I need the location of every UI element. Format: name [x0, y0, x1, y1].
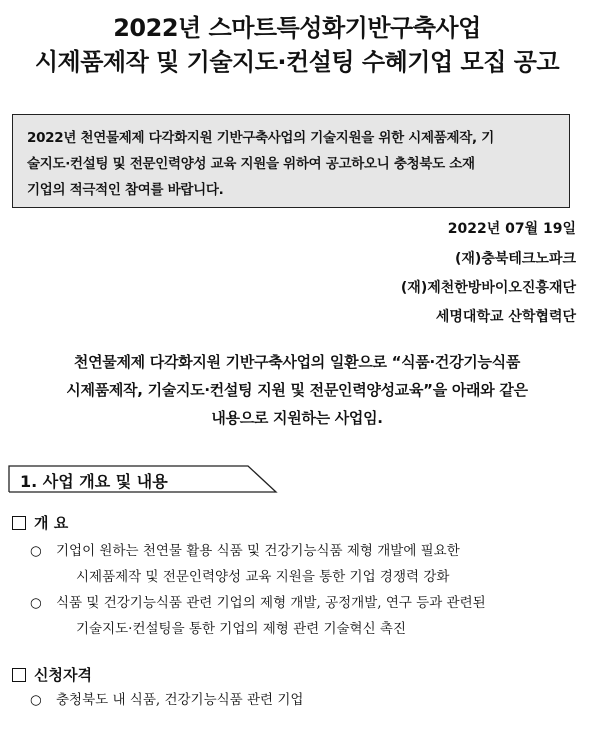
summary-line: 2022년 천연물제제 다각화지원 기반구축사업의 기술지원을 위한 시제품제작, 기: [27, 130, 494, 146]
list-item: ○ 식품 및 건강기능식품 관련 기업의 제형 개발, 공정개발, 연구 등과 관련된 기술지도·컨설팅을 통한 기업의 제형 관련 기술혁신 촉진: [30, 590, 580, 642]
checkbox-icon: [12, 516, 26, 530]
eligibility-list: [30, 687, 580, 713]
page-subtitle: 시제품제작 및 기술지도·컨설팅 수혜기업 모집 공고: [34, 48, 560, 76]
overview-heading: [12, 512, 68, 533]
overview-list: [30, 538, 580, 642]
organization-3: 세명대학교 산학협력단: [435, 309, 576, 325]
announcement-date: 2022년 07월 19일: [447, 221, 576, 237]
list-item: ○ 충청북도 내 식품, 건강기능식품 관련 기업: [30, 687, 580, 713]
circle-bullet-icon: ○: [30, 543, 42, 559]
circle-bullet-icon: ○: [30, 595, 42, 611]
summary-box: [12, 114, 570, 208]
intro-line: 내용으로 지원하는 사업임.: [211, 409, 383, 427]
section-header: [8, 465, 278, 493]
eligibility-heading-label: 신청자격: [34, 666, 92, 684]
list-item: ○ 기업이 원하는 천연물 활용 식품 및 건강기능식품 제형 개발에 필요한 시제품제작 및 전문인력양성 교육 지원을 통한 기업 경쟁력 강화: [30, 538, 580, 590]
overview-heading-label: 개 요: [34, 514, 69, 532]
summary-line: 술지도·컨설팅 및 전문인력양성 교육 지원을 위하여 공고하오니 충청북도 소재: [27, 156, 475, 172]
intro-line: 천연물제제 다각화지원 기반구축사업의 일환으로 “식품·건강기능식품: [73, 353, 521, 371]
circle-bullet-icon: ○: [30, 692, 42, 708]
section-title: 1. 사업 개요 및 내용: [20, 472, 168, 491]
checkbox-icon: [12, 668, 26, 682]
page-title: 2022년 스마트특성화기반구축사업: [113, 14, 481, 42]
organization-2: (재)제천한방바이오진흥재단: [400, 280, 576, 296]
organization-1: (재)충북테크노파크: [455, 251, 576, 267]
summary-line: 기업의 적극적인 참여를 바랍니다.: [27, 182, 224, 198]
eligibility-heading: [12, 664, 92, 685]
intro-paragraph: [0, 348, 594, 432]
intro-line: 시제품제작, 기술지도·컨설팅 지원 및 전문인력양성교육”을 아래와 같은: [66, 381, 528, 399]
